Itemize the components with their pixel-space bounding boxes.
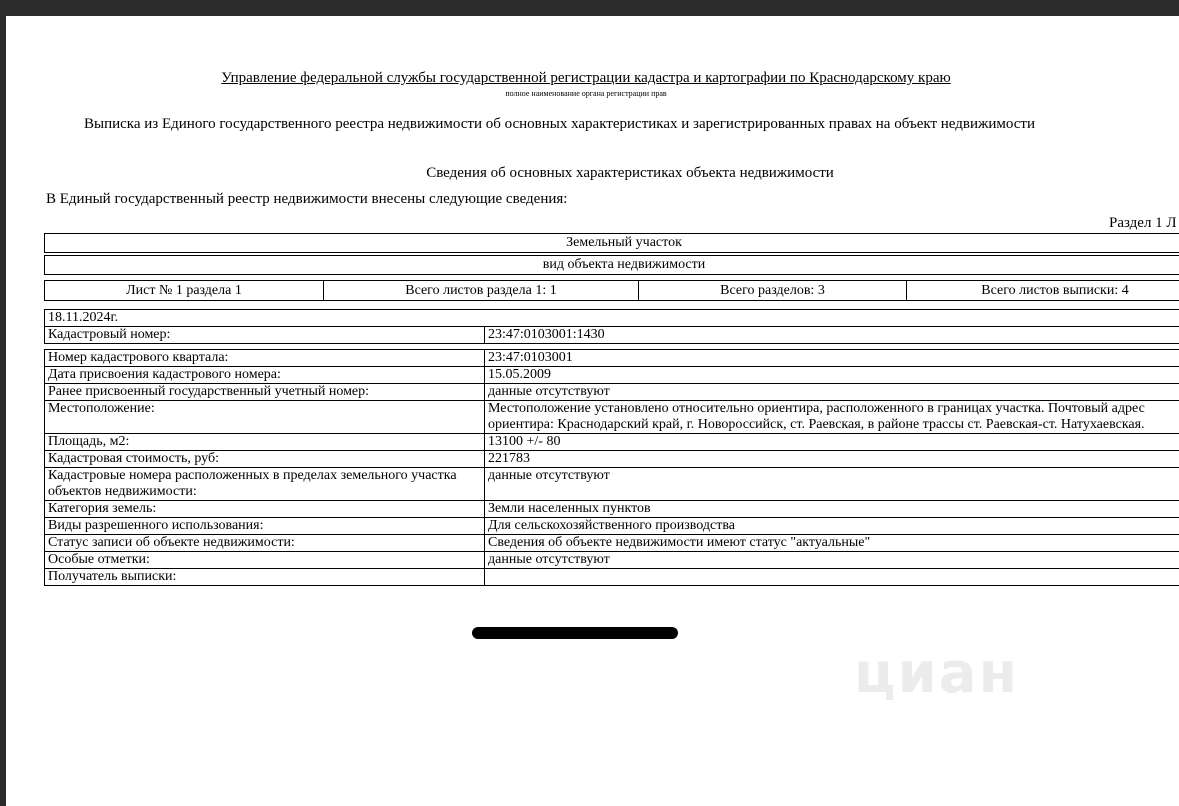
org-name: Управление федеральной службы государственной регистрации кадастра и картографии по Краснодарскому краю — [6, 70, 1166, 87]
document-title: Выписка из Единого государственного реестра недвижимости об основных характеристиках и зарегистрированных правах на объект недвижимости — [84, 116, 1035, 133]
table-row — [45, 434, 1179, 451]
property-label: Кадастровый номер: — [45, 327, 485, 344]
property-label: Площадь, м2: — [45, 434, 485, 451]
sheet-number: Лист № 1 раздела 1 — [45, 281, 324, 301]
table-row — [45, 468, 1179, 501]
table-row — [45, 327, 1179, 344]
total-sheets: Всего листов выписки: 4 — [907, 281, 1179, 301]
table-row — [45, 451, 1179, 468]
table-row — [45, 367, 1179, 384]
property-label: Категория земель: — [45, 501, 485, 518]
org-caption: полное наименование органа регистрации прав — [6, 89, 1166, 98]
property-value: 23:47:0103001:1430 — [485, 327, 1179, 344]
watermark-logo: циан — [854, 641, 1019, 706]
property-label: Ранее присвоенный государственный учетный номер: — [45, 384, 485, 401]
property-value: Местоположение установлено относительно ориентира, расположенного в границах участка. Почтовый адрес ориентира: Краснодарский край, г. Новороссийск, ст. Раевская, в районе трассы ст. Раевская-ст. Натухаевская. — [485, 401, 1179, 434]
property-label: Особые отметки: — [45, 552, 485, 569]
table-row — [45, 310, 1179, 327]
property-value: данные отсутствуют — [485, 468, 1179, 501]
property-label: Кадастровые номера расположенных в пределах земельного участка объектов недвижимости: — [45, 468, 485, 501]
property-label: Статус записи об объекте недвижимости: — [45, 535, 485, 552]
property-label: Дата присвоения кадастрового номера: — [45, 367, 485, 384]
property-label: Получатель выписки: — [45, 569, 485, 586]
property-value: 23:47:0103001 — [485, 350, 1179, 367]
property-value: Для сельскохозяйственного производства — [485, 518, 1179, 535]
properties-table — [44, 309, 1179, 586]
table-row — [45, 552, 1179, 569]
total-sections: Всего разделов: 3 — [639, 281, 907, 301]
property-value: данные отсутствуют — [485, 384, 1179, 401]
property-value: 221783 — [485, 451, 1179, 468]
property-value: 15.05.2009 — [485, 367, 1179, 384]
property-label: Номер кадастрового квартала: — [45, 350, 485, 367]
table-row — [45, 518, 1179, 535]
table-row — [45, 569, 1179, 586]
redaction-mark — [472, 627, 678, 639]
object-type-caption: вид объекта недвижимости — [44, 255, 1179, 275]
extract-date: 18.11.2024г. — [45, 310, 1179, 327]
table-row — [45, 350, 1179, 367]
sheets-in-section: Всего листов раздела 1: 1 — [324, 281, 639, 301]
object-type: Земельный участок — [44, 233, 1179, 253]
property-value: Сведения об объекте недвижимости имеют статус "актуальные" — [485, 535, 1179, 552]
property-value: Земли населенных пунктов — [485, 501, 1179, 518]
section-intro: В Единый государственный реестр недвижимости внесены следующие сведения: — [46, 191, 567, 208]
property-value: данные отсутствуют — [485, 552, 1179, 569]
property-label: Виды разрешенного использования: — [45, 518, 485, 535]
property-label: Местоположение: — [45, 401, 485, 434]
sheets-table — [44, 280, 1179, 301]
section-number: Раздел 1 Л — [1109, 215, 1177, 232]
table-row — [45, 401, 1179, 434]
property-value — [485, 569, 1179, 586]
section-title: Сведения об основных характеристиках объекта недвижимости — [6, 165, 1179, 182]
table-row — [45, 501, 1179, 518]
document-page — [6, 16, 1179, 806]
property-value: 13100 +/- 80 — [485, 434, 1179, 451]
property-label: Кадастровая стоимость, руб: — [45, 451, 485, 468]
table-row — [45, 535, 1179, 552]
table-row — [45, 384, 1179, 401]
